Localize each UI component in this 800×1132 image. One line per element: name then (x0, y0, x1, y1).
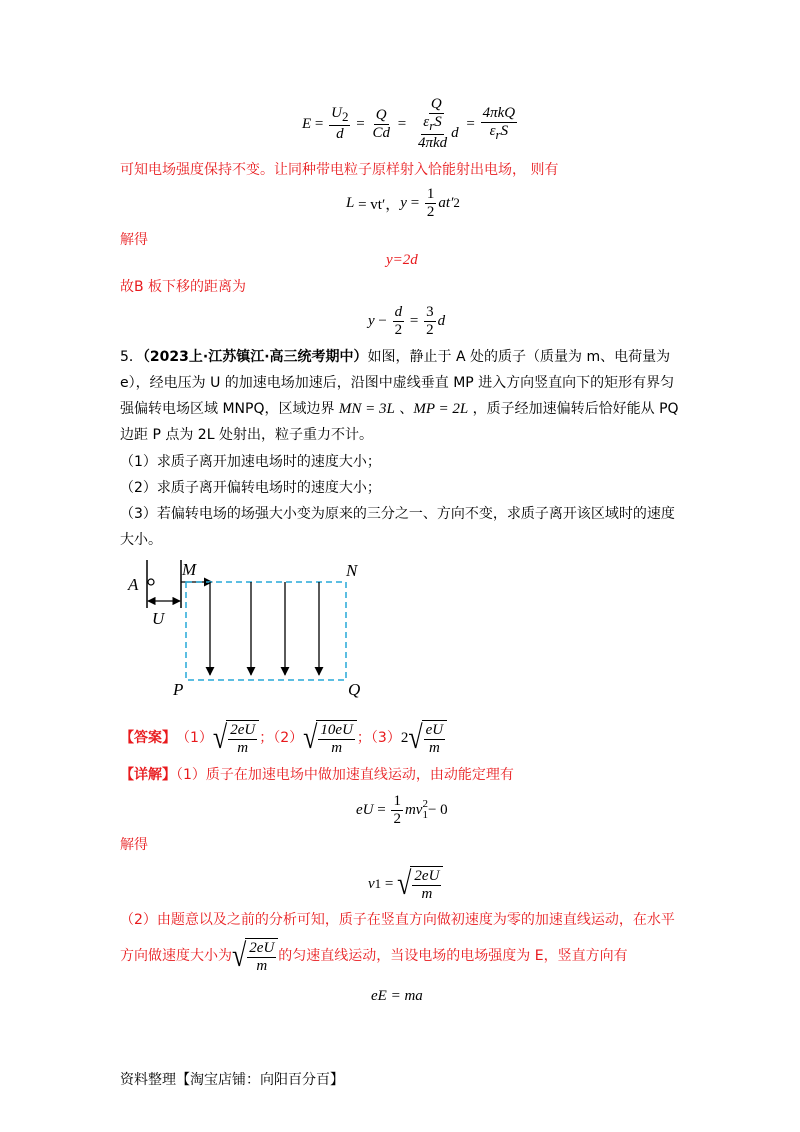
field-diagram (120, 560, 380, 700)
label-A: A (128, 575, 139, 594)
equation-plate-displacement: y − $\frac{d}{2}$ = $\frac{3}{2}$ d (368, 303, 446, 338)
problem-number: 5． (120, 349, 143, 365)
equation-motion: L = vt′， y = $\frac{1}{2}$ at′ 2 (346, 185, 460, 220)
label-U: U (152, 609, 165, 628)
problem-5-line4: 边距 P 点为 2L 处射出，粒子重力不计。 (120, 427, 373, 443)
detail-tag: 【详解】 (120, 767, 176, 783)
proton-start (148, 579, 154, 585)
detail-line2: （2）由题意以及之前的分析可知，质子在竖直方向做初速度为零的加速直线运动，在水平 (120, 912, 675, 928)
field-constant-text: 可知电场强度保持不变。让同种带电粒子原样射入恰能射出电场， 则有 (120, 162, 559, 178)
label-P: P (173, 680, 184, 699)
label-M: M (182, 560, 197, 579)
question-1: （1）求质子离开加速电场时的速度大小； (120, 454, 381, 470)
label-solve-2: 解得 (120, 837, 148, 853)
problem-5-line2: e），经电压为 U 的加速电场加速后，沿图中虚线垂直 MP 进入方向竖直向下的矩形有界匀 (120, 375, 675, 391)
question-3-line2: 大小。 (120, 532, 162, 548)
equation-v1: v 1 = √ $\frac{2eU}{m}$ (368, 862, 443, 906)
label-Q: Q (348, 680, 361, 699)
equation-field-strength: E = $\frac{U_2}{d}$ = $\frac{Q}{Cd}$ = Q $\frac{\varepsilon_rS}{\text{4πkd}}$ d = $\frac{\text{4πkQ}}{\varepsilon_rS}$ (302, 96, 516, 151)
equation-y-2d: y=2d (386, 252, 418, 268)
detail-line3: 方向做速度大小为 √ $\frac{2eU}{m}$ 的匀速直线运动，当设电场的电场强度为 E，竖直方向有 (120, 937, 628, 974)
question-2: （2）求质子离开偏转电场时的速度大小； (120, 480, 381, 496)
problem-5-line1: 5．（2023上·江苏镇江·高三统考期中）如图，静止于 A 处的质子（质量为 m、电荷量为 (120, 349, 671, 365)
label-solve-1: 解得 (120, 232, 148, 248)
answer-tag: 【答案】 (120, 730, 176, 746)
equation-energy: eU = $\frac{1}{2}$ mv 2 1 − 0 (356, 792, 448, 827)
question-3-line1: （3）若偏转电场的场强大小变为原来的三分之一、方向不变，求质子离开该区域时的速度 (120, 506, 675, 522)
footer-note: 资料整理【淘宝店铺：向阳百分百】 (120, 1072, 344, 1088)
problem-source: （2023上·江苏镇江·高三统考期中） (142, 349, 368, 365)
equation-force: eE = ma (371, 988, 423, 1004)
b-plate-move-text: 故B 板下移的距离为 (120, 279, 247, 295)
detail-line1: 【详解】（1）质子在加速电场中做加速直线运动，由动能定理有 (120, 767, 514, 783)
problem-5-line3: 强偏转电场区域 MNPQ，区域边界 MN = 3L 、MP = 2L ，质子经加速偏转后恰好能从 PQ (120, 401, 679, 417)
label-N: N (346, 561, 358, 580)
answer-line: 【答案】 （1） √ $\frac{2eU}{m}$ ；（2） √ $\frac{10eU}{m}$ ；（3） 2 √ $\frac{eU}{m}$ (120, 718, 447, 758)
